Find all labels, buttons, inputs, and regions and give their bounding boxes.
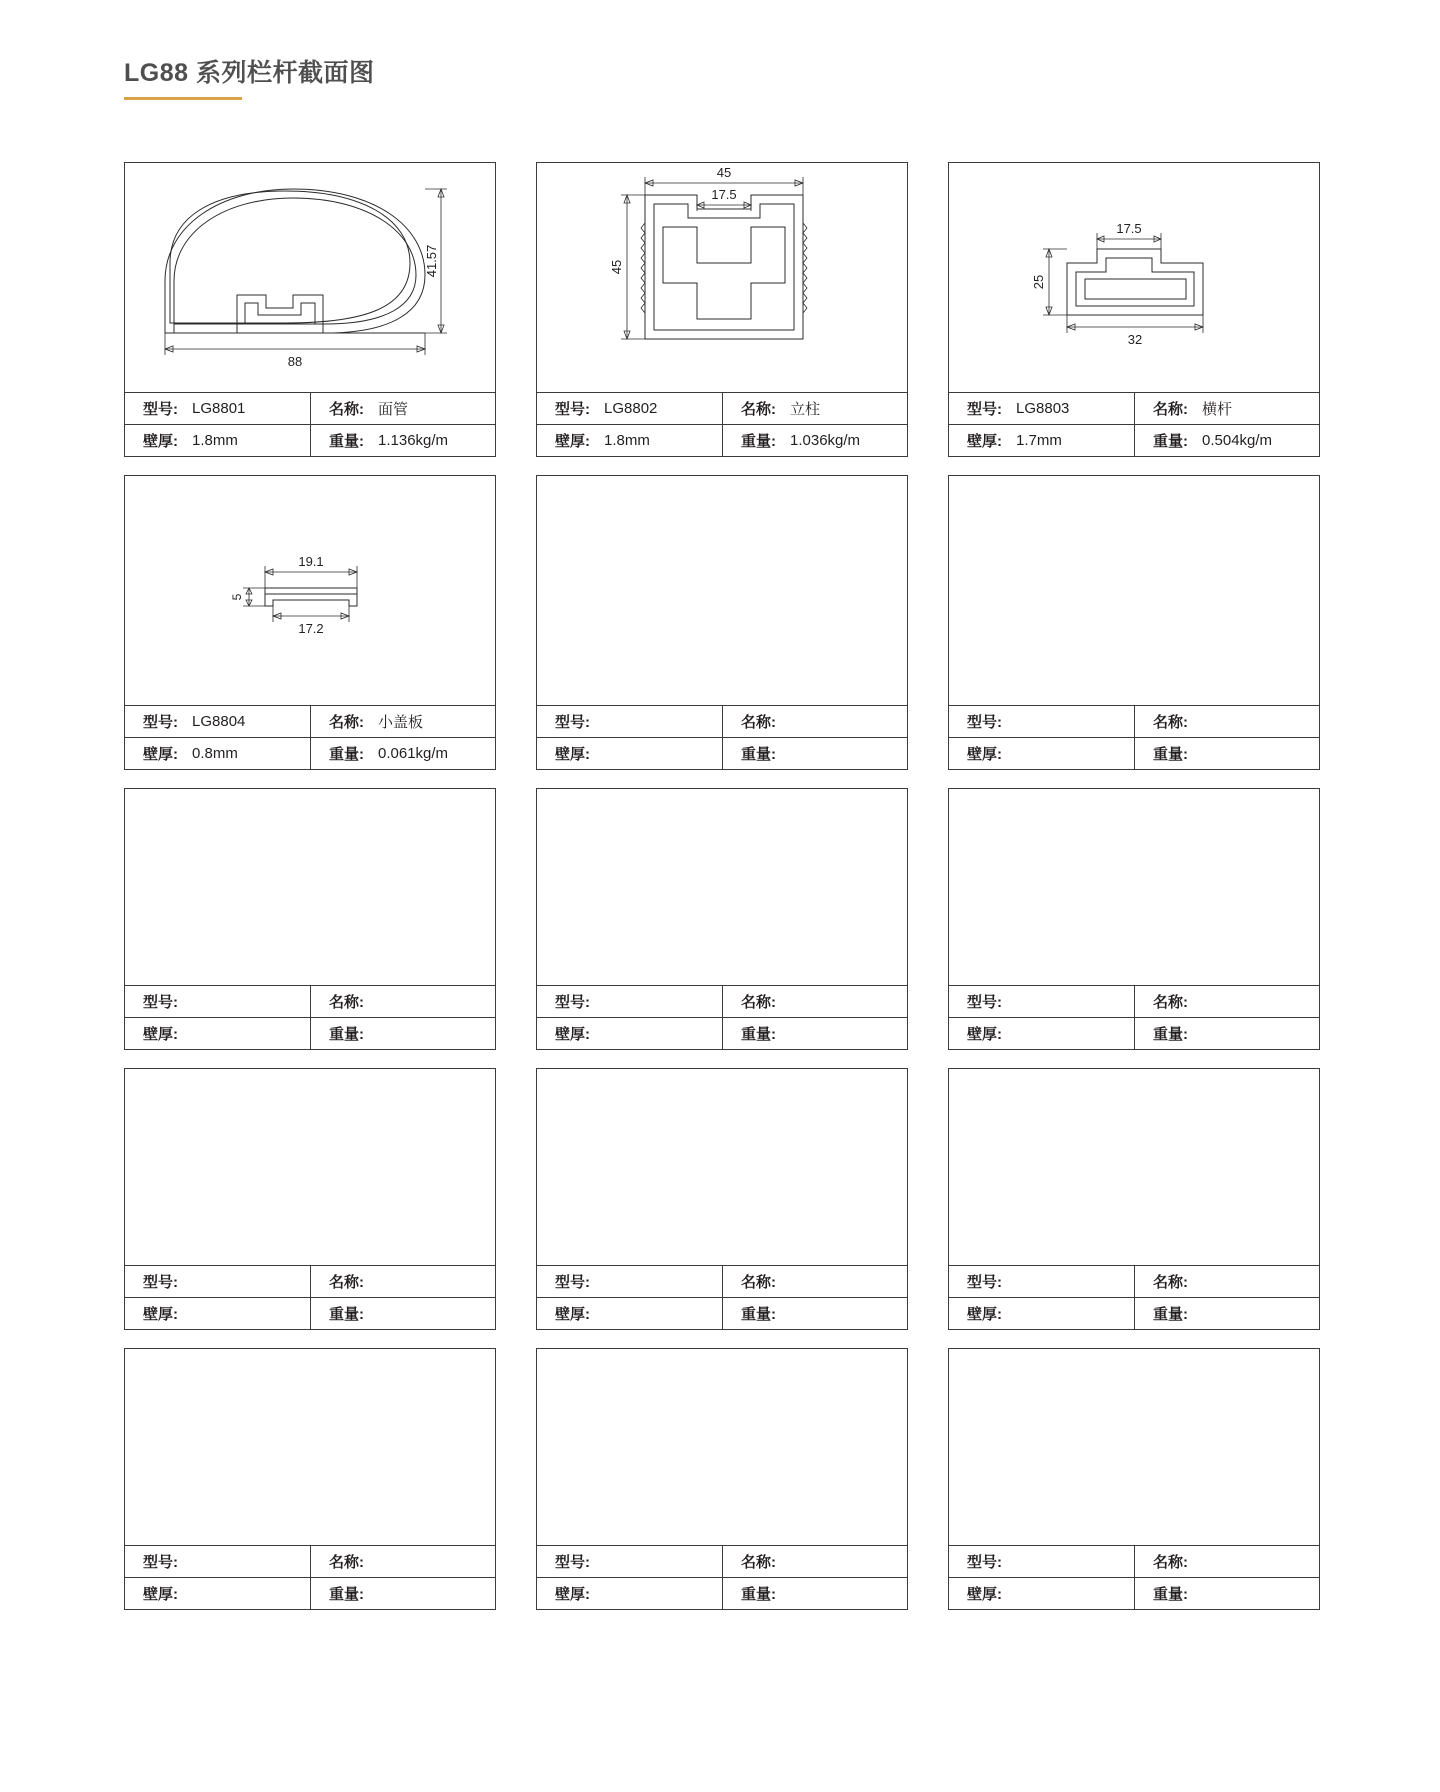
spec-row-thickness-weight: [949, 1297, 1319, 1329]
dimension-label: 5: [230, 593, 244, 601]
dimension-label: 19.1: [298, 554, 324, 569]
profile-card[interactable]: [124, 1068, 496, 1330]
spec-name-value: 面管: [378, 401, 409, 418]
spec-weight: [1134, 1298, 1319, 1329]
spec-weight: [722, 425, 907, 456]
spec-model-value: LG8802: [604, 400, 658, 417]
spec-row-thickness-weight: [537, 737, 907, 769]
spec-row-model-name: [949, 1546, 1319, 1577]
spec-weight: [310, 738, 495, 769]
spec-name: [1134, 1546, 1319, 1577]
spec-thickness-label: 壁厚:: [555, 1586, 590, 1603]
spec-weight: [1134, 738, 1319, 769]
spec-model: [949, 1266, 1134, 1297]
spec-name: [1134, 706, 1319, 737]
spec-name: [722, 393, 907, 424]
spec-weight-label: 重量:: [1153, 1586, 1188, 1603]
page-title-block: [124, 58, 764, 88]
profile-spec-table: [537, 705, 907, 769]
spec-name-label: 名称:: [329, 401, 364, 418]
spec-model-label: 型号:: [555, 1554, 590, 1571]
spec-thickness: [537, 1018, 722, 1049]
profile-card[interactable]: [536, 1068, 908, 1330]
spec-thickness-label: 壁厚:: [143, 1026, 178, 1043]
spec-name: [310, 706, 495, 737]
spec-model: [125, 1546, 310, 1577]
dimension-label: 32: [1127, 332, 1143, 347]
spec-name-label: 名称:: [741, 1274, 776, 1291]
spec-weight: [310, 425, 495, 456]
spec-thickness-label: 壁厚:: [555, 746, 590, 763]
profile-spec-table: [949, 1545, 1319, 1609]
spec-model-value: LG8803: [1016, 400, 1070, 417]
spec-name: [1134, 1266, 1319, 1297]
spec-weight: [1134, 1578, 1319, 1609]
spec-row-model-name: [949, 706, 1319, 737]
profile-drawing-empty: [125, 1069, 495, 1265]
spec-model: [949, 393, 1134, 424]
spec-row-model-name: [125, 393, 495, 424]
profile-drawing-empty: [949, 476, 1319, 705]
spec-model-label: 型号:: [143, 401, 178, 418]
spec-row-thickness-weight: [537, 424, 907, 456]
spec-row-model-name: [537, 1266, 907, 1297]
spec-weight: [1134, 425, 1319, 456]
dimension-label: 17.5: [711, 187, 737, 202]
dimension-label: 17.5: [1116, 221, 1142, 236]
spec-thickness-value: 1.8mm: [604, 432, 650, 449]
profile-spec-table: [125, 1265, 495, 1329]
spec-weight: [1134, 1018, 1319, 1049]
profile-drawing-empty: [949, 1349, 1319, 1545]
spec-name-label: 名称:: [741, 994, 776, 1011]
spec-row-thickness-weight: [537, 1017, 907, 1049]
spec-model: [125, 986, 310, 1017]
spec-model: [537, 706, 722, 737]
spec-name: [310, 1266, 495, 1297]
spec-name-label: 名称:: [1153, 1274, 1188, 1291]
spec-name-label: 名称:: [329, 1274, 364, 1291]
spec-model-label: 型号:: [967, 714, 1002, 731]
spec-model: [125, 706, 310, 737]
spec-name-label: 名称:: [329, 1554, 364, 1571]
spec-weight-label: 重量:: [1153, 1026, 1188, 1043]
spec-weight-value: 0.504kg/m: [1202, 432, 1273, 449]
profile-spec-table: [125, 1545, 495, 1609]
profile-grid: [124, 162, 1320, 1610]
profile-card[interactable]: [536, 475, 908, 770]
spec-thickness-label: 壁厚:: [967, 1026, 1002, 1043]
spec-row-thickness-weight: [949, 1017, 1319, 1049]
spec-thickness: [949, 1578, 1134, 1609]
profile-drawing-empty: [537, 1349, 907, 1545]
profile-drawing-empty: [125, 789, 495, 985]
spec-name-label: 名称:: [1153, 714, 1188, 731]
spec-thickness: [537, 1578, 722, 1609]
profile-spec-table: [125, 392, 495, 456]
spec-model-label: 型号:: [967, 994, 1002, 1011]
profile-drawing-oval-handrail: [125, 163, 495, 392]
profile-drawing-rail: [949, 163, 1319, 392]
spec-row-model-name: [125, 1266, 495, 1297]
spec-name-label: 名称:: [1153, 994, 1188, 1011]
spec-thickness-label: 壁厚:: [967, 746, 1002, 763]
spec-weight-label: 重量:: [1153, 433, 1188, 450]
spec-row-model-name: [537, 1546, 907, 1577]
spec-name-label: 名称:: [741, 1554, 776, 1571]
spec-row-model-name: [537, 706, 907, 737]
spec-row-thickness-weight: [949, 737, 1319, 769]
spec-row-thickness-weight: [125, 1577, 495, 1609]
spec-name: [722, 706, 907, 737]
spec-name-label: 名称:: [1153, 1554, 1188, 1571]
spec-weight-label: 重量:: [741, 1306, 776, 1323]
spec-model: [125, 393, 310, 424]
spec-thickness: [537, 1298, 722, 1329]
spec-row-thickness-weight: [125, 1017, 495, 1049]
profile-drawing-small-cover: [125, 476, 495, 705]
profile-spec-table: [537, 1265, 907, 1329]
spec-model: [537, 1266, 722, 1297]
spec-row-thickness-weight: [949, 1577, 1319, 1609]
profile-card[interactable]: [536, 1348, 908, 1610]
spec-weight: [310, 1578, 495, 1609]
dimension-label: 25: [1031, 274, 1046, 290]
profile-spec-table: [537, 985, 907, 1049]
spec-row-model-name: [949, 986, 1319, 1017]
profile-card[interactable]: [948, 475, 1320, 770]
spec-name-label: 名称:: [741, 401, 776, 418]
profile-spec-table: [537, 392, 907, 456]
spec-name-value: 立柱: [790, 401, 821, 418]
spec-weight: [310, 1018, 495, 1049]
dimension-label: 17.2: [298, 621, 324, 636]
profile-drawing-empty: [949, 789, 1319, 985]
profile-card[interactable]: [948, 788, 1320, 1050]
spec-row-thickness-weight: [949, 424, 1319, 456]
spec-model-label: 型号:: [555, 1274, 590, 1291]
spec-thickness-label: 壁厚:: [967, 1306, 1002, 1323]
profile-spec-table: [125, 985, 495, 1049]
spec-weight: [722, 1298, 907, 1329]
spec-thickness-label: 壁厚:: [555, 1306, 590, 1323]
profile-card[interactable]: [948, 1068, 1320, 1330]
spec-model-value: LG8804: [192, 713, 246, 730]
spec-row-model-name: [949, 1266, 1319, 1297]
profile-card[interactable]: [124, 1348, 496, 1610]
spec-model: [949, 706, 1134, 737]
spec-model: [537, 986, 722, 1017]
spec-row-model-name: [537, 986, 907, 1017]
spec-model-label: 型号:: [555, 401, 590, 418]
spec-weight-value: 1.136kg/m: [378, 432, 449, 449]
profile-card[interactable]: [948, 162, 1320, 457]
spec-weight-label: 重量:: [1153, 746, 1188, 763]
dimension-label: 88: [287, 354, 303, 369]
spec-name-label: 名称:: [329, 994, 364, 1011]
spec-name-label: 名称:: [329, 714, 364, 731]
spec-model-label: 型号:: [143, 994, 178, 1011]
spec-thickness: [125, 1018, 310, 1049]
spec-row-model-name: [537, 393, 907, 424]
spec-name: [1134, 393, 1319, 424]
spec-thickness-label: 壁厚:: [555, 433, 590, 450]
profile-spec-table: [949, 1265, 1319, 1329]
spec-model-label: 型号:: [555, 714, 590, 731]
spec-model-label: 型号:: [967, 1274, 1002, 1291]
spec-row-thickness-weight: [125, 424, 495, 456]
spec-name: [722, 1546, 907, 1577]
spec-model-label: 型号:: [143, 1274, 178, 1291]
spec-name: [310, 986, 495, 1017]
profile-drawing-empty: [125, 1349, 495, 1545]
spec-row-thickness-weight: [537, 1577, 907, 1609]
profile-card[interactable]: [124, 162, 496, 457]
profile-card[interactable]: [536, 788, 908, 1050]
spec-weight-label: 重量:: [329, 1586, 364, 1603]
profile-card[interactable]: [124, 475, 496, 770]
spec-thickness: [949, 738, 1134, 769]
spec-thickness-label: 壁厚:: [967, 433, 1002, 450]
spec-weight-label: 重量:: [1153, 1306, 1188, 1323]
spec-weight: [310, 1298, 495, 1329]
spec-thickness-label: 壁厚:: [143, 1586, 178, 1603]
spec-row-model-name: [949, 393, 1319, 424]
spec-weight: [722, 738, 907, 769]
spec-thickness-value: 1.8mm: [192, 432, 238, 449]
profile-card[interactable]: [536, 162, 908, 457]
spec-thickness-label: 壁厚:: [143, 746, 178, 763]
profile-drawing-empty: [537, 1069, 907, 1265]
spec-weight-label: 重量:: [329, 1026, 364, 1043]
spec-model-label: 型号:: [555, 994, 590, 1011]
spec-model: [125, 1266, 310, 1297]
profile-card[interactable]: [948, 1348, 1320, 1610]
spec-thickness: [949, 425, 1134, 456]
spec-thickness: [949, 1298, 1134, 1329]
spec-weight: [722, 1018, 907, 1049]
spec-thickness-label: 壁厚:: [555, 1026, 590, 1043]
spec-model-label: 型号:: [967, 1554, 1002, 1571]
spec-weight-label: 重量:: [329, 746, 364, 763]
page-title: LG88 系列栏杆截面图: [124, 59, 375, 87]
dimension-label: 45: [716, 165, 732, 180]
spec-weight-label: 重量:: [329, 433, 364, 450]
spec-name-value: 小盖板: [378, 714, 424, 731]
spec-thickness-label: 壁厚:: [967, 1586, 1002, 1603]
spec-thickness-value: 1.7mm: [1016, 432, 1062, 449]
spec-thickness-label: 壁厚:: [143, 433, 178, 450]
spec-name: [1134, 986, 1319, 1017]
spec-model: [949, 986, 1134, 1017]
profile-drawing-empty: [537, 789, 907, 985]
spec-row-thickness-weight: [125, 1297, 495, 1329]
spec-row-thickness-weight: [125, 737, 495, 769]
spec-row-model-name: [125, 986, 495, 1017]
spec-thickness: [125, 1578, 310, 1609]
spec-model: [949, 1546, 1134, 1577]
profile-spec-table: [125, 705, 495, 769]
spec-model: [537, 1546, 722, 1577]
spec-model-value: LG8801: [192, 400, 246, 417]
spec-weight-value: 0.061kg/m: [378, 745, 449, 762]
profile-spec-table: [537, 1545, 907, 1609]
spec-name-label: 名称:: [741, 714, 776, 731]
spec-weight-label: 重量:: [741, 746, 776, 763]
title-underline: [124, 97, 242, 100]
spec-thickness-label: 壁厚:: [143, 1306, 178, 1323]
spec-thickness-value: 0.8mm: [192, 745, 238, 762]
spec-name: [310, 1546, 495, 1577]
profile-drawing-empty: [949, 1069, 1319, 1265]
spec-model: [537, 393, 722, 424]
spec-weight-label: 重量:: [741, 1586, 776, 1603]
spec-weight-label: 重量:: [329, 1306, 364, 1323]
spec-model-label: 型号:: [143, 1554, 178, 1571]
profile-spec-table: [949, 985, 1319, 1049]
spec-weight-value: 1.036kg/m: [790, 432, 861, 449]
profile-spec-table: [949, 392, 1319, 456]
spec-row-model-name: [125, 706, 495, 737]
spec-model-label: 型号:: [967, 401, 1002, 418]
spec-name-value: 横杆: [1202, 401, 1233, 418]
spec-thickness: [125, 738, 310, 769]
spec-model-label: 型号:: [143, 714, 178, 731]
profile-drawing-h-post: [537, 163, 907, 392]
dimension-label: 41.57: [424, 244, 439, 278]
spec-thickness: [125, 425, 310, 456]
spec-thickness: [949, 1018, 1134, 1049]
spec-weight-label: 重量:: [741, 1026, 776, 1043]
spec-weight: [722, 1578, 907, 1609]
spec-name: [722, 986, 907, 1017]
spec-name: [310, 393, 495, 424]
spec-row-model-name: [125, 1546, 495, 1577]
profile-drawing-empty: [537, 476, 907, 705]
spec-thickness: [537, 425, 722, 456]
spec-thickness: [125, 1298, 310, 1329]
profile-card[interactable]: [124, 788, 496, 1050]
spec-row-thickness-weight: [537, 1297, 907, 1329]
spec-name-label: 名称:: [1153, 401, 1188, 418]
dimension-label: 45: [609, 259, 624, 275]
spec-thickness: [537, 738, 722, 769]
spec-name: [722, 1266, 907, 1297]
profile-spec-table: [949, 705, 1319, 769]
spec-weight-label: 重量:: [741, 433, 776, 450]
